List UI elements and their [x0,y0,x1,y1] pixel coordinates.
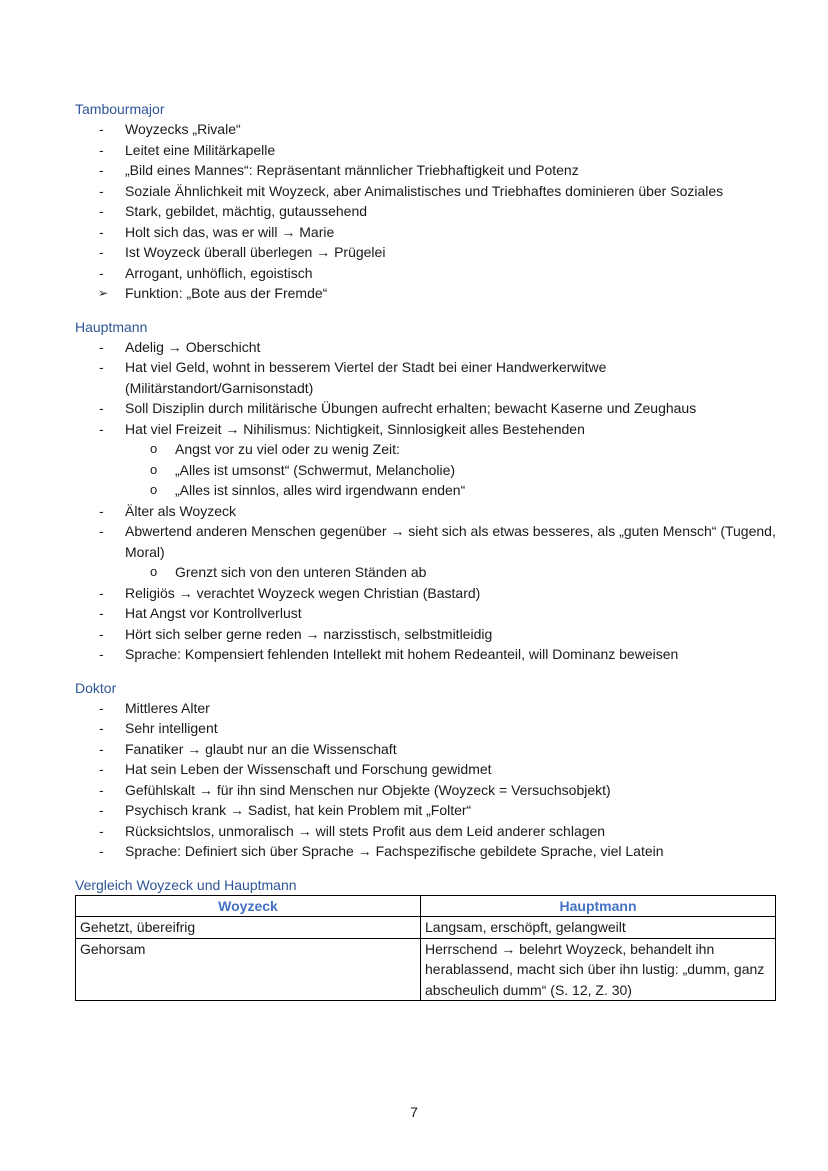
list-item-text: Sprache: Definiert sich über Sprache → Fachspezifische gebildete Sprache, viel Latein [125,843,664,859]
page-number: 7 [410,1104,418,1120]
list-item [75,419,777,440]
list-item-text: „Alles ist umsonst“ (Schwermut, Melancholie) [175,461,456,478]
dash-bullet-icon: - [99,162,104,178]
dash-bullet-icon: - [99,203,104,219]
dash-bullet-icon: - [99,121,104,137]
bullet-list [75,337,777,665]
list-item-text: Adelig → Oberschicht [125,338,261,355]
list-item-text: Soziale Ähnlichkeit mit Woyzeck, aber Animalistisches und Triebhaftes dominieren über Soziales [125,182,724,199]
circle-bullet-icon: o [150,461,158,477]
list-item [75,439,777,460]
table-cell: Herrschend → belehrt Woyzeck, behandelt ihn herablassend, macht sich über ihn lustig: „dumm, ganz abscheulich dumm“ (S. 12, Z. 30) [421,938,776,1001]
list-item [75,739,777,760]
list-item [75,821,777,842]
list-item [75,480,777,501]
table-row [76,917,776,939]
section-hauptmann [75,318,777,665]
list-item-text: Stark, gebildet, mächtig, gutaussehend [125,203,368,219]
list-item [75,263,777,284]
circle-bullet-icon: o [150,564,158,579]
dash-bullet-icon: - [99,781,104,798]
list-item [75,501,777,522]
list-item-text: Mittleres Alter [125,699,210,716]
list-item [75,140,777,161]
list-item [75,644,777,665]
bullet-list [75,119,777,304]
list-item-text: „Alles ist sinnlos, alles wird irgendwann enden“ [175,482,466,498]
dash-bullet-icon: - [99,605,104,621]
list-item-text: „Bild eines Mannes“: Repräsentant männlicher Triebhaftigkeit und Potenz [125,162,579,178]
list-item-text: Angst vor zu viel oder zu wenig Zeit: [175,441,400,457]
section-heading: Tambourmajor [75,101,165,117]
list-item-text: Holt sich das, was er will → Marie [125,223,335,240]
list-item [75,521,777,562]
list-item-text: Woyzecks „Rivale“ [125,121,241,137]
list-item [75,337,777,358]
list-item-text: Rücksichtslos, unmoralisch → will stets Profit aus dem Leid anderer schlagen [125,822,606,839]
list-item [75,357,777,398]
document-page [75,100,777,1015]
comparison-title: Vergleich Woyzeck und Hauptmann [75,876,297,893]
circle-bullet-icon: o [150,482,158,497]
dash-bullet-icon: - [99,802,104,818]
dash-bullet-icon: - [99,141,104,158]
list-item [75,460,777,481]
table-row [76,938,776,1001]
section-heading: Hauptmann [75,318,148,335]
list-item [75,718,777,739]
table-header-row [76,895,776,917]
dash-bullet-icon: - [99,182,104,199]
list-item-text: Arrogant, unhöflich, egoistisch [125,264,313,281]
list-item [75,181,777,202]
comparison-section [75,876,777,1002]
dash-bullet-icon: - [99,699,104,716]
dash-bullet-icon: - [99,740,104,757]
dash-bullet-icon: - [99,359,104,375]
dash-bullet-icon: - [99,264,104,281]
list-item-text: Abwertend anderen Menschen gegenüber → sieht sich als etwas besseres, als „guten Mensch“ (Tugend, Moral) [125,523,776,560]
list-item [75,603,777,624]
bullet-list [75,698,777,862]
comparison-table [75,895,776,1002]
table-cell: Gehorsam [76,938,421,1001]
list-item [75,800,777,821]
dash-bullet-icon: - [99,584,104,601]
dash-bullet-icon: - [99,400,104,416]
list-item-text: Hat viel Freizeit → Nihilismus: Nichtigkeit, Sinnlosigkeit alles Bestehenden [125,420,585,437]
dash-bullet-icon: - [99,822,104,839]
list-item [75,841,777,862]
list-item-text: Fanatiker → glaubt nur an die Wissenschaft [125,740,397,757]
list-item-text: Hat viel Geld, wohnt in besserem Viertel der Stadt bei einer Handwerkerwitwe (Militärstandort/Garnisonstadt) [125,359,607,396]
dash-bullet-icon: - [99,761,104,777]
section-heading: Doktor [75,679,117,696]
list-item-text: Leitet eine Militärkapelle [125,141,276,158]
section-tambourmajor [75,100,777,304]
list-item [75,583,777,604]
section-doktor [75,679,777,862]
table-header-hauptmann: Hauptmann [421,895,776,917]
list-item [75,119,777,140]
table-cell: Gehetzt, übereifrig [76,917,421,939]
list-item [75,759,777,780]
dash-bullet-icon: - [99,502,104,519]
list-item-text: Hört sich selber gerne reden → narzisstisch, selbstmitleidig [125,625,493,642]
arrow-bullet-icon: ➢ [98,286,109,300]
list-item [75,242,777,263]
list-item-text: Älter als Woyzeck [125,502,236,519]
list-item [75,222,777,243]
list-item-text: Psychisch krank → Sadist, hat kein Problem mit „Folter“ [125,802,472,818]
list-item-text: Hat Angst vor Kontrollverlust [125,605,302,621]
list-item [75,283,777,304]
dash-bullet-icon: - [99,646,104,662]
list-item-text: Sehr intelligent [125,720,218,736]
list-item [75,201,777,222]
list-item-text: Funktion: „Bote aus der Fremde“ [125,285,328,301]
dash-bullet-icon: - [99,843,104,859]
dash-bullet-icon: - [99,420,104,437]
table-header-woyzeck: Woyzeck [76,895,421,917]
circle-bullet-icon: o [150,441,158,456]
dash-bullet-icon: - [99,244,104,260]
list-item [75,780,777,801]
dash-bullet-icon: - [99,625,104,642]
list-item-text: Religiös → verachtet Woyzeck wegen Christian (Bastard) [125,584,481,601]
list-item-text: Soll Disziplin durch militärische Übungen aufrecht erhalten; bewacht Kaserne und Zeughaus [125,400,697,416]
table-cell: Langsam, erschöpft, gelangweilt [421,917,776,939]
dash-bullet-icon: - [99,223,104,240]
list-item-text: Grenzt sich von den unteren Ständen ab [175,564,427,580]
list-item-text: Ist Woyzeck überall überlegen → Prügelei [125,244,386,260]
dash-bullet-icon: - [99,338,104,355]
list-item [75,160,777,181]
list-item [75,398,777,419]
dash-bullet-icon: - [99,523,104,539]
list-item [75,698,777,719]
dash-bullet-icon: - [99,720,104,736]
list-item-text: Gefühlskalt → für ihn sind Menschen nur Objekte (Woyzeck = Versuchsobjekt) [125,781,611,798]
list-item [75,562,777,583]
list-item-text: Hat sein Leben der Wissenschaft und Forschung gewidmet [125,761,492,777]
list-item [75,624,777,645]
list-item-text: Sprache: Kompensiert fehlenden Intellekt mit hohem Redeanteil, will Dominanz beweisen [125,646,679,662]
sections-container [75,100,777,862]
